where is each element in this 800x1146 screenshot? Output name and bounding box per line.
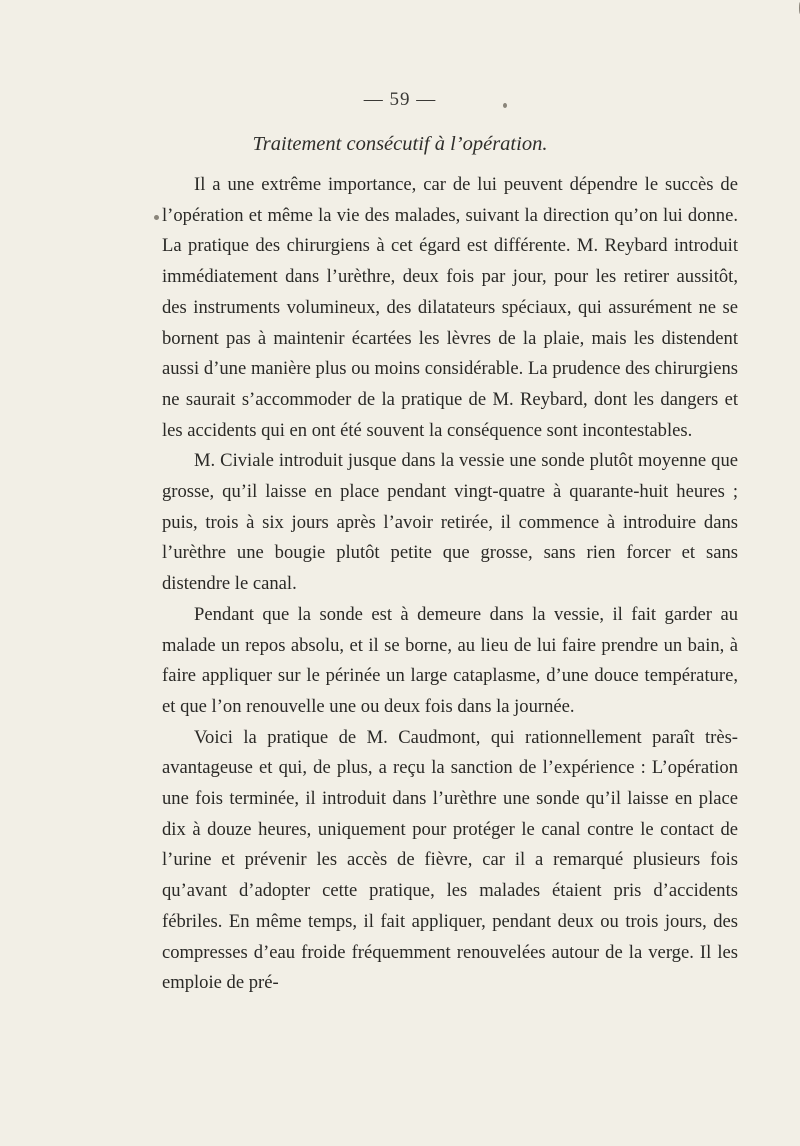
paragraph: Il a une extrême importance, car de lui peuvent dépendre le succès de l’opération et même la vie des malades, suivant la direction qu’on lui donne. La pratique des chirurgiens à cet égard est différente. M. Reybard introduit immédiatement dans l’urèthre, deux fois par jour, pour les retirer aussitôt, des instruments volumineux, des dilatateurs spéciaux, qui assurément ne se bornent pas à maintenir écartées les lèvres de la plaie, mais les distendent aussi d’une manière plus ou moins considérable. La prudence des chirurgiens ne saurait s’accommoder de la pratique de M. Reybard, dont les dangers et les accidents qui en ont été souvent la conséquence sont incontestables. <box>162 174 738 441</box>
paragraph: M. Civiale introduit jusque dans la vessie une sonde plutôt moyenne que grosse, qu’il laisse en place pendant vingt-quatre à quarante-huit heures ; puis, trois à six jours après l’avoir retirée, il commence à introduire dans l’urèthre une bougie plutôt petite que grosse, sans rien forcer et sans distendre le canal. <box>162 450 738 595</box>
section-title: Traitement consécutif à l’opération. <box>252 133 548 155</box>
paragraph: Pendant que la sonde est à demeure dans la vessie, il fait garder au malade un repos absolu, et il se borne, au lieu de lui faire prendre un bain, à faire appliquer sur le périnée un large cataplasme, d’une douce température, et que l’on renouvelle une ou deux fois dans la journée. <box>162 603 738 717</box>
body-text <box>162 170 738 999</box>
paper-speck <box>154 215 159 220</box>
page-number: — 59 — <box>363 89 437 110</box>
paragraph: Voici la pratique de M. Caudmont, qui rationnellement paraît très-avantageuse et qui, de plus, a reçu la sanction de l’expérience : L’opération une fois terminée, il introduit dans l’urèthre une sonde qu’il laisse en place dix à douze heures, uniquement pour protéger le canal contre le contact de l’urine et prévenir les accès de fièvre, car il a remarqué plusieurs fois qu’avant d’adopter cette pratique, les malades étaient pris d’accidents fébriles. En même temps, il fait appliquer, pendant deux ou trois jours, des compresses d’eau froide fréquemment renouvelées autour de la verge. Il les emploie de pré- <box>162 726 738 994</box>
